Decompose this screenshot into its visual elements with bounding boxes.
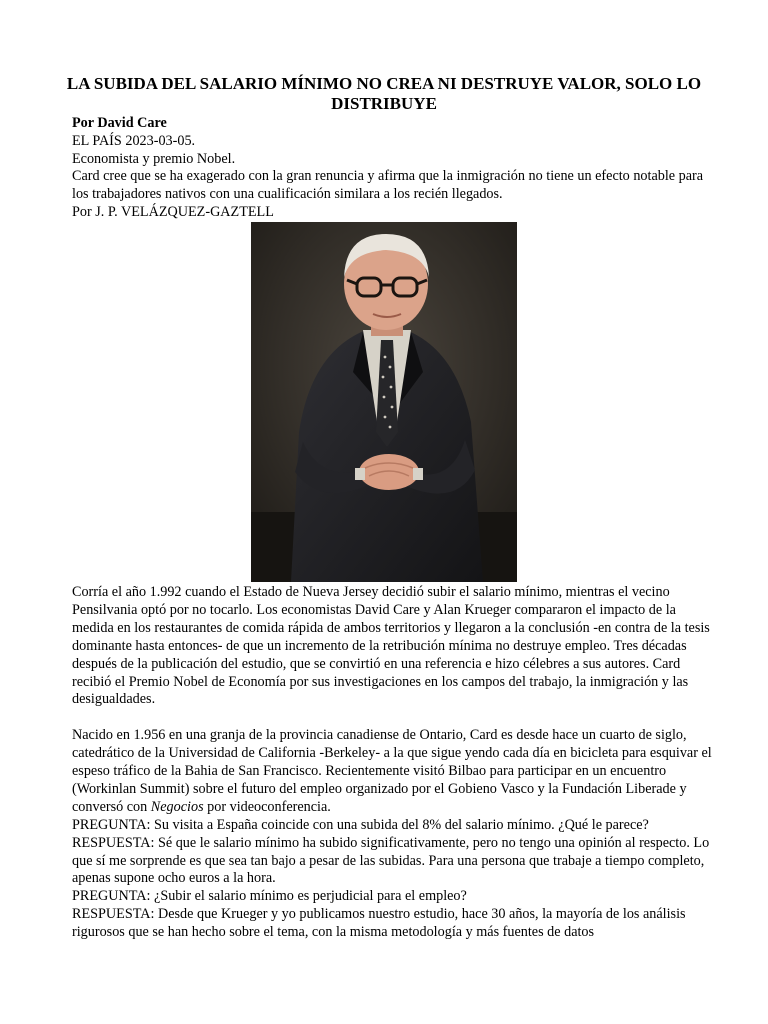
byline: Por J. P. VELÁZQUEZ-GAZTELL <box>72 203 274 220</box>
article-meta <box>72 115 712 222</box>
paragraph-1: Corría el año 1.992 cuando el Estado de Nueva Jersey decidió subir el salario mínimo, mientras el vecino Pensilvania optó por no tocarlo. Los economistas David Care y Alan Krueger compararon el impacto de la medida en los restaurantes de comida rápida de ambos territorios y llegaron a la conclusión -en contra de la tesis dominante hasta entonces- de que un incremento de la retribución mínima no destruye empleo. Tres décadas después de la publicación del estudio, que se convirtió en una referencia e hizo célebres a sus autores. Card recibió el Premio Nobel de Economía por sus investigaciones en los campos del trabajo, la inmigración y las desigualdades. <box>72 584 710 708</box>
article-body <box>72 584 712 942</box>
answer-2: RESPUESTA: Desde que Krueger y yo publicamos nuestro estudio, hace 30 años, la mayoría de los análisis rigurosos que se han hecho sobre el tema, con la misma metodología y más fuentes de datos <box>72 906 686 941</box>
question-2: PREGUNTA: ¿Subir el salario mínimo es perjudicial para el empleo? <box>72 888 467 905</box>
answer-1: RESPUESTA: Sé que le salario mínimo ha subido significativamente, pero no tengo una opinión al respecto. Lo que sí me sorprende es que sea tan bajo a pesar de las subidas. Para una persona que trabaje a tiempo completo, apenas supone ocho euros a la hora. <box>72 834 710 887</box>
paragraph-2 <box>72 727 712 817</box>
author-line: Por David Care <box>72 115 167 131</box>
paragraph-2-end: por videoconferencia. <box>203 798 331 815</box>
article-summary: Card cree que se ha exagerado con la gran renuncia y afirma que la inmigración no tiene un efecto notable para los trabajadores nativos con una cualificación similara a los recién llegados. <box>72 168 704 203</box>
portrait-photo <box>251 222 517 582</box>
paragraph-spacer <box>72 709 712 727</box>
portrait-illustration <box>251 222 517 582</box>
article-title: LA SUBIDA DEL SALARIO MÍNIMO NO CREA NI DESTRUYE VALOR, SOLO LO DISTRIBUYE <box>66 74 702 113</box>
publication-name: Negocios <box>150 798 204 815</box>
paragraph-2-text: Nacido en 1.956 en una granja de la provincia canadiense de Ontario, Card es desde hace un cuarto de siglo, catedrático de la Universidad de California -Berkeley- a la que sigue yendo cada día en bicicleta para esquivar el espeso tráfico de la Bahia de San Francisco. Recientemente visitó Bilbao para participar en un encuentro (Workinlan Summit) sobre el futuro del empleo organizado por el Gobieno Vasco y la Fundación Liberade y conversó con <box>72 727 712 815</box>
source-line: EL PAÍS 2023-03-05. <box>72 132 196 149</box>
role-line: Economista y premio Nobel. <box>72 150 236 167</box>
question-1: PREGUNTA: Su visita a España coincide con una subida del 8% del salario mínimo. ¿Qué le parece? <box>72 816 649 833</box>
